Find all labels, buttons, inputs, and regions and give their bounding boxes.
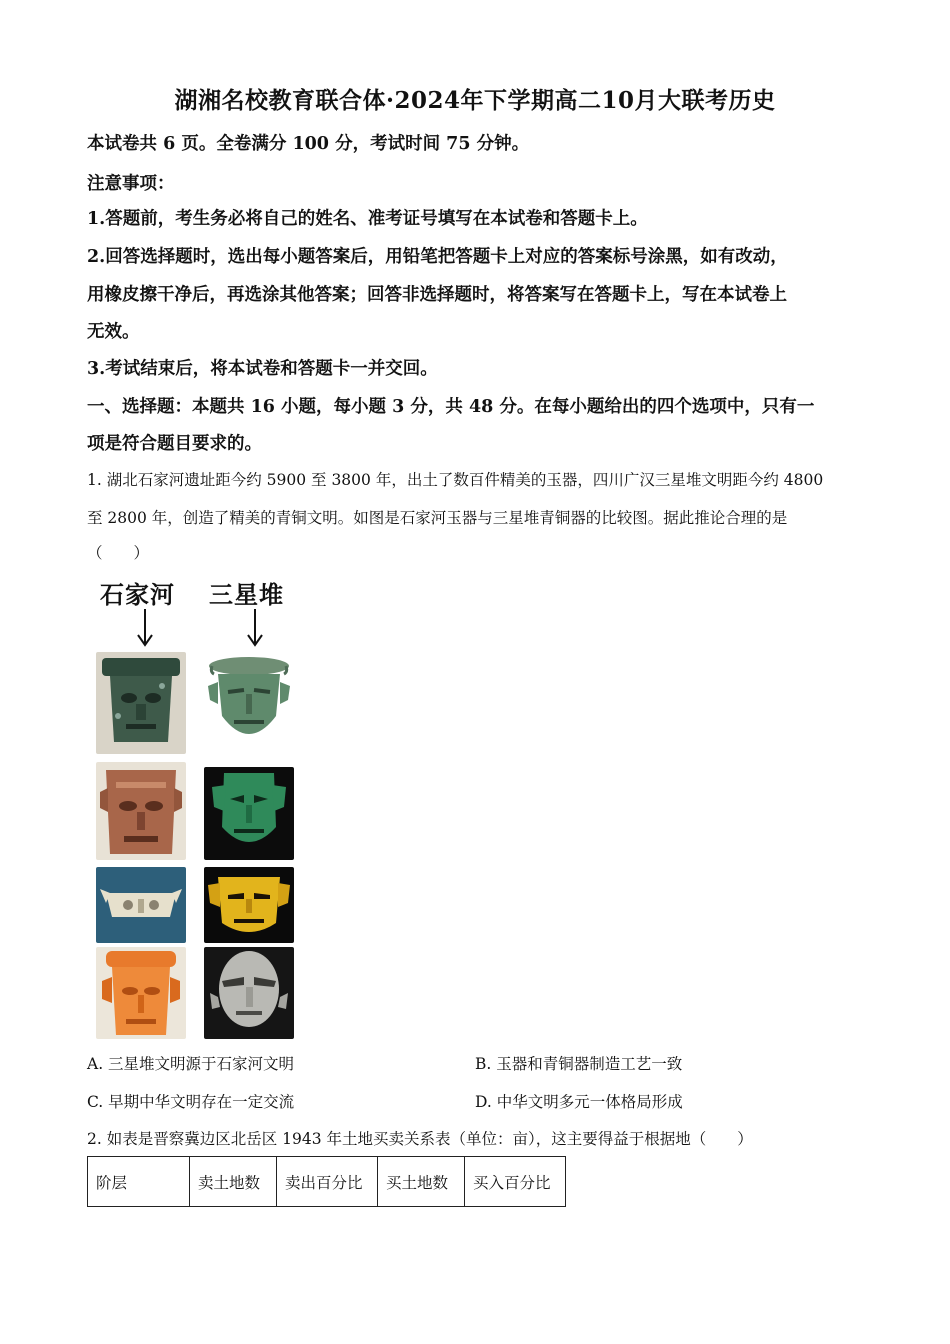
table-header-cell: 卖土地数 — [190, 1157, 277, 1207]
section-heading-line-2: 项是符合题目要求的。 — [87, 434, 262, 454]
bronze-head-photo — [204, 947, 294, 1039]
land-trade-table — [87, 1156, 566, 1207]
jade-mask-photo — [96, 652, 186, 754]
option-d[interactable]: D. 中华文明多元一体格局形成 — [475, 1093, 683, 1111]
notice-line-2: 2.回答选择题时，选出每小题答案后，用铅笔把答题卡上对应的答案标号涂黑，如有改动， — [87, 247, 788, 267]
notice-line-4: 无效。 — [87, 322, 140, 342]
question-1-line-1: 1. 湖北石家河遗址距今约 5900 至 3800 年，出土了数百件精美的玉器，四川广汉三星堆文明距今约 4800 — [87, 471, 824, 489]
section-heading-line-1: 一、选择题：本题共 16 小题，每小题 3 分，共 48 分。在每小题给出的四个选项中，只有一 — [87, 397, 815, 417]
exam-title: 湖湘名校教育联合体·2024年下学期高二10月大联考历史 — [174, 87, 776, 114]
question-2-text: 2. 如表是晋察冀边区北岳区 1943 年土地买卖关系表（单位：亩），这主要得益于根据地（ ） — [87, 1130, 753, 1148]
option-a[interactable]: A. 三星堆文明源于石家河文明 — [87, 1055, 295, 1073]
jade-ornament-photo — [96, 867, 186, 943]
jade-figure-photo — [96, 947, 186, 1039]
down-arrow-icon — [136, 609, 154, 647]
gold-mask-photo — [204, 867, 294, 943]
table-header-cell: 卖出百分比 — [277, 1157, 378, 1207]
down-arrow-icon — [246, 609, 264, 647]
table-header-cell: 买土地数 — [378, 1157, 465, 1207]
option-c[interactable]: C. 早期中华文明存在一定交流 — [87, 1093, 295, 1111]
question-1-line-2: 至 2800 年，创造了精美的青铜文明。如图是石家河玉器与三星堆青铜器的比较图。据此推论合理的是 — [87, 509, 788, 527]
question-1-answer-blank: （ ） — [87, 544, 150, 562]
table-header-row — [88, 1157, 566, 1207]
option-b[interactable]: B. 玉器和青铜器制造工艺一致 — [475, 1055, 683, 1073]
bronze-head-photo — [204, 652, 294, 754]
exam-intro: 本试卷共 6 页。全卷满分 100 分，考试时间 75 分钟。 — [87, 134, 530, 154]
notice-line-1: 1.答题前，考生务必将自己的姓名、准考证号填写在本试卷和答题卡上。 — [87, 209, 648, 229]
figure-label-sanxingdui: 三星堆 — [209, 581, 284, 609]
figure-label-shijiahe: 石家河 — [100, 581, 175, 609]
jade-mask-photo — [96, 762, 186, 860]
table-header-cell: 买入百分比 — [465, 1157, 566, 1207]
bronze-mask-photo — [204, 767, 294, 860]
notice-line-5: 3.考试结束后，将本试卷和答题卡一并交回。 — [87, 359, 438, 379]
table-header-cell: 阶层 — [88, 1157, 190, 1207]
notice-heading: 注意事项： — [87, 174, 175, 194]
notice-line-3: 用橡皮擦干净后，再选涂其他答案；回答非选择题时，将答案写在答题卡上，写在本试卷上 — [87, 285, 787, 305]
comparison-figure — [96, 575, 301, 1040]
